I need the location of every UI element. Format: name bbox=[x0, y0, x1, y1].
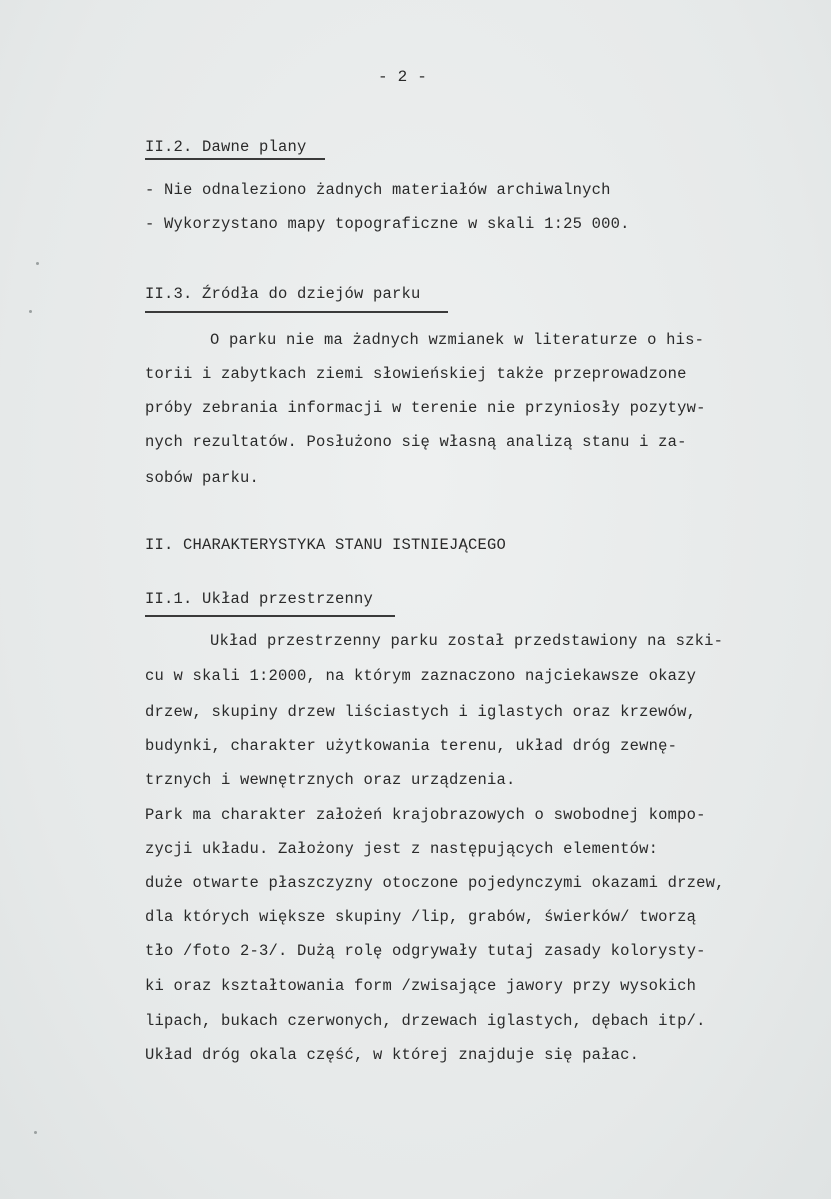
paper-speck bbox=[34, 1131, 37, 1134]
section-ii1-heading: II.1. Układ przestrzenny bbox=[145, 590, 374, 608]
paragraph-line: torii i zabytkach ziemi słowieńskiej także przeprowadzone bbox=[145, 365, 687, 383]
paragraph-line: sobów parku. bbox=[145, 469, 260, 487]
section-ii2-item: - Wykorzystano mapy topograficzne w skali 1:25 000. bbox=[145, 215, 630, 233]
paper-speck bbox=[29, 310, 32, 313]
paper-speck bbox=[36, 262, 39, 265]
section-ii3-underline bbox=[145, 311, 448, 313]
chapter-heading: II. CHARAKTERYSTYKA STANU ISTNIEJĄCEGO bbox=[145, 536, 507, 554]
paragraph-line: nych rezultatów. Posłużono się własną analizą stanu i za- bbox=[145, 433, 687, 451]
paragraph-line: Układ dróg okala część, w której znajduje się pałac. bbox=[145, 1046, 640, 1064]
page-number: - 2 - bbox=[378, 68, 428, 86]
paragraph-line: lipach, bukach czerwonych, drzewach iglastych, dębach itp/. bbox=[145, 1012, 706, 1030]
paragraph-line: próby zebrania informacji w terenie nie przyniosły pozytyw- bbox=[145, 399, 706, 417]
paragraph-line: ki oraz kształtowania form /zwisające jawory przy wysokich bbox=[145, 977, 697, 995]
paragraph-line: O parku nie ma żadnych wzmianek w literaturze o his- bbox=[210, 331, 705, 349]
paragraph-line: Układ przestrzenny parku został przedstawiony na szki- bbox=[210, 632, 724, 650]
paragraph-line: Park ma charakter założeń krajobrazowych o swobodnej kompo- bbox=[145, 806, 706, 824]
paragraph-line: tło /foto 2-3/. Dużą rolę odgrywały tutaj zasady kolorysty- bbox=[145, 942, 706, 960]
paragraph-line: budynki, charakter użytkowania terenu, układ dróg zewnę- bbox=[145, 737, 678, 755]
paragraph-line: zycji układu. Założony jest z następujących elementów: bbox=[145, 840, 659, 858]
section-ii3-heading: II.3. Źródła do dziejów parku bbox=[145, 285, 421, 303]
paragraph-line: dla których większe skupiny /lip, grabów, świerków/ tworzą bbox=[145, 908, 697, 926]
section-ii1-underline bbox=[145, 615, 395, 617]
section-ii2-underline bbox=[145, 158, 325, 160]
paragraph-line: drzew, skupiny drzew liściastych i iglastych oraz krzewów, bbox=[145, 703, 697, 721]
paragraph-line: cu w skali 1:2000, na którym zaznaczono najciekawsze okazy bbox=[145, 667, 697, 685]
paragraph-line: duże otwarte płaszczyzny otoczone pojedynczymi okazami drzew, bbox=[145, 874, 725, 892]
section-ii2-heading: II.2. Dawne plany bbox=[145, 138, 307, 156]
paragraph-line: trznych i wewnętrznych oraz urządzenia. bbox=[145, 771, 516, 789]
section-ii2-item: - Nie odnaleziono żadnych materiałów archiwalnych bbox=[145, 181, 611, 199]
